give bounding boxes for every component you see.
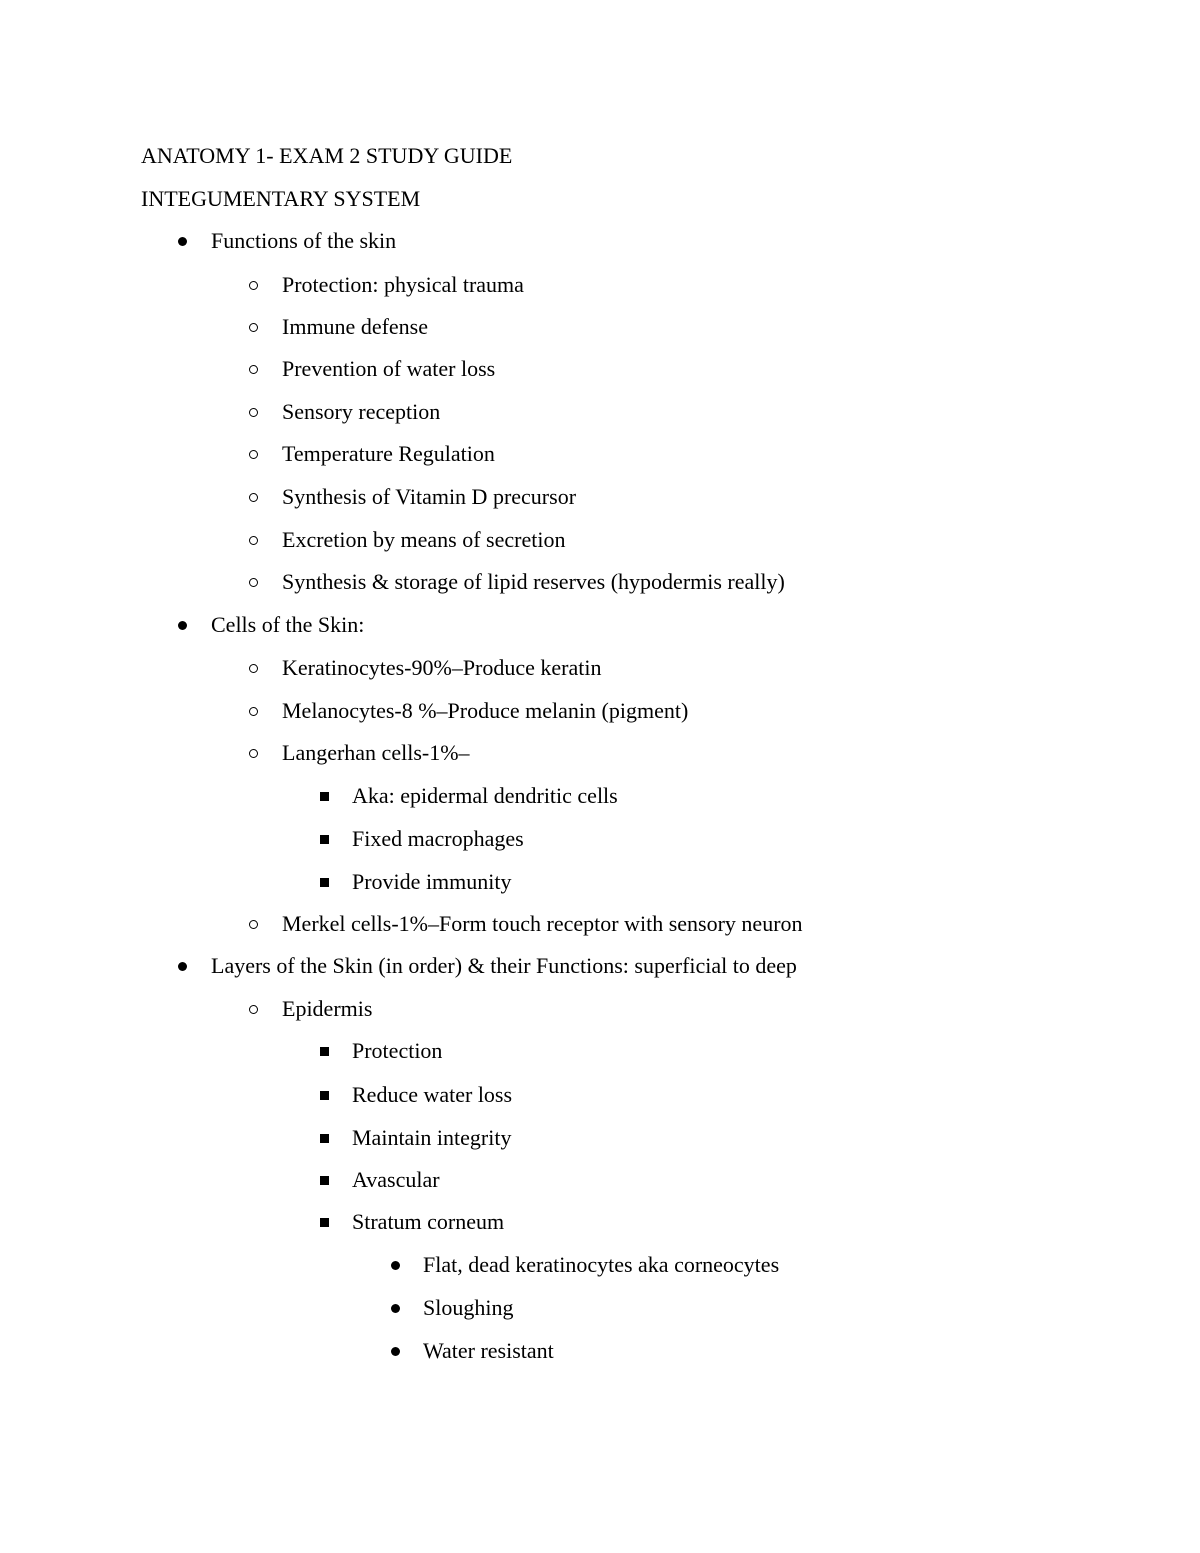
- list-item: Excretion by means of secretion: [282, 527, 566, 552]
- circle-bullet-icon: [249, 536, 258, 545]
- disc-bullet-icon: [391, 1261, 400, 1270]
- list-item: Sensory reception: [282, 399, 441, 424]
- circle-bullet-icon: [249, 323, 258, 332]
- square-bullet-icon: [320, 1218, 329, 1227]
- list-item: Stratum corneum: [352, 1209, 505, 1234]
- disc-bullet-icon: [391, 1304, 400, 1313]
- square-bullet-icon: [320, 878, 329, 887]
- list-item: Protection: physical trauma: [282, 272, 524, 297]
- document-title: ANATOMY 1- EXAM 2 STUDY GUIDE: [141, 143, 513, 168]
- square-bullet-icon: [320, 1176, 329, 1185]
- list-item: Sloughing: [423, 1295, 514, 1320]
- list-item: Protection: [352, 1038, 443, 1063]
- list-item: Immune defense: [282, 314, 428, 339]
- circle-bullet-icon: [249, 920, 258, 929]
- list-item-cells-heading: Cells of the Skin:: [211, 612, 365, 637]
- list-item: Langerhan cells-1%–: [282, 740, 470, 765]
- list-item-functions-heading: Functions of the skin: [211, 228, 397, 253]
- list-item: Fixed macrophages: [352, 826, 524, 851]
- disc-bullet-icon: [178, 962, 187, 971]
- circle-bullet-icon: [249, 664, 258, 673]
- disc-bullet-icon: [391, 1347, 400, 1356]
- circle-bullet-icon: [249, 707, 258, 716]
- circle-bullet-icon: [249, 493, 258, 502]
- disc-bullet-icon: [178, 621, 187, 630]
- list-item: Merkel cells-1%–Form touch receptor with sensory neuron: [282, 911, 803, 936]
- circle-bullet-icon: [249, 450, 258, 459]
- circle-bullet-icon: [249, 1005, 258, 1014]
- list-item: Water resistant: [423, 1338, 554, 1363]
- list-item: Keratinocytes-90%–Produce keratin: [282, 655, 602, 680]
- circle-bullet-icon: [249, 578, 258, 587]
- list-item: Temperature Regulation: [282, 441, 495, 466]
- list-item: Prevention of water loss: [282, 356, 496, 381]
- circle-bullet-icon: [249, 408, 258, 417]
- list-item: Avascular: [352, 1167, 440, 1192]
- list-item: Synthesis of Vitamin D precursor: [282, 484, 577, 509]
- disc-bullet-icon: [178, 237, 187, 246]
- square-bullet-icon: [320, 1047, 329, 1056]
- square-bullet-icon: [320, 835, 329, 844]
- list-item: Synthesis & storage of lipid reserves (hypodermis really): [282, 569, 785, 594]
- list-item: Melanocytes-8 %–Produce melanin (pigment): [282, 698, 689, 723]
- circle-bullet-icon: [249, 281, 258, 290]
- section-heading: INTEGUMENTARY SYSTEM: [141, 186, 421, 211]
- list-item: Maintain integrity: [352, 1125, 512, 1150]
- square-bullet-icon: [320, 1091, 329, 1100]
- square-bullet-icon: [320, 792, 329, 801]
- list-item: Aka: epidermal dendritic cells: [352, 783, 618, 808]
- list-item: Epidermis: [282, 996, 373, 1021]
- circle-bullet-icon: [249, 749, 258, 758]
- list-item: Reduce water loss: [352, 1082, 513, 1107]
- list-item: Flat, dead keratinocytes aka corneocytes: [423, 1252, 780, 1277]
- list-item-layers-heading: Layers of the Skin (in order) & their Functions: superficial to deep: [211, 953, 797, 978]
- list-item: Provide immunity: [352, 869, 512, 894]
- circle-bullet-icon: [249, 365, 258, 374]
- square-bullet-icon: [320, 1134, 329, 1143]
